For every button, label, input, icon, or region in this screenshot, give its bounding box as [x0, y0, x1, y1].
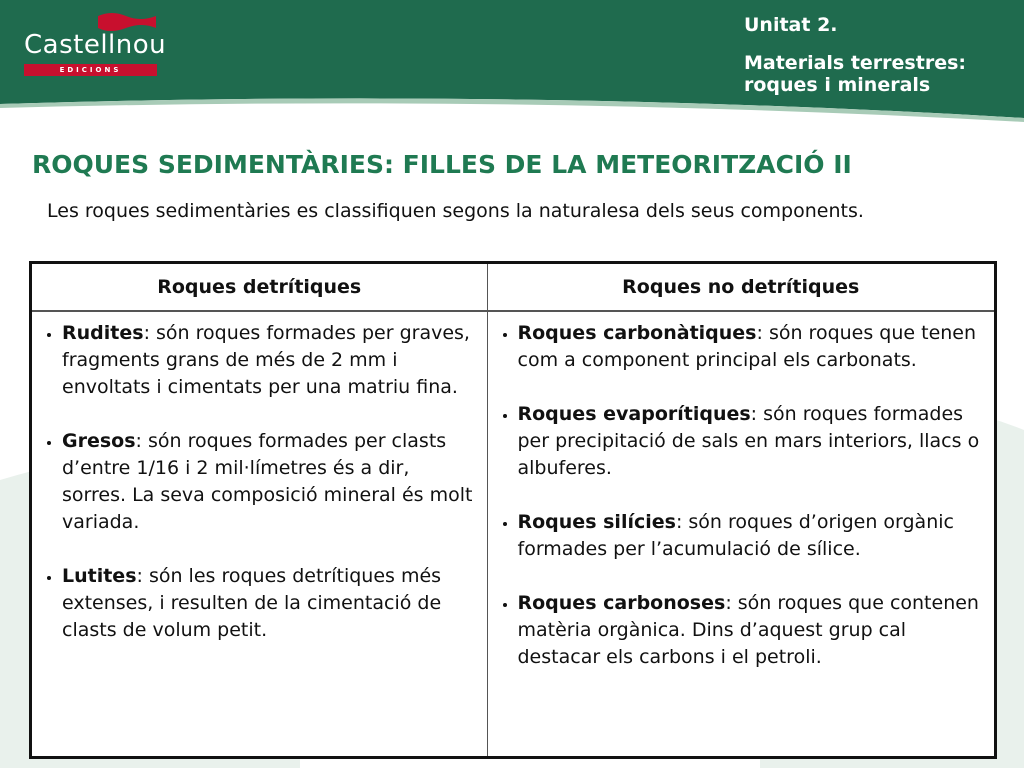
- flag-icon: [96, 10, 158, 32]
- rock-classification-table: [29, 261, 997, 759]
- detritic-cell: [31, 311, 488, 758]
- list-item: • Roques silícies: són roques d’origen orgànic formades per l’acumulació de sílice.: [518, 509, 985, 563]
- list-item: • Gresos: són roques formades per clasts d’entre 1/16 i 2 mil·límetres és a dir, sorres. La seva composició mineral és molt variada.: [62, 428, 477, 536]
- header-non-detritic: Roques no detrítiques: [487, 263, 996, 312]
- list-item: • Roques evaporítiques: són roques formades per precipitació de sals en mars interiors, llacs o albuferes.: [518, 401, 985, 482]
- unit-title: Materials terrestres: roques i minerals: [744, 52, 966, 96]
- logo-subtitle: EDICIONS: [24, 64, 157, 76]
- list-item: • Roques carbonàtiques: són roques que tenen com a component principal els carbonats.: [518, 320, 985, 374]
- table-header-row: [31, 263, 996, 312]
- header-detritic: Roques detrítiques: [31, 263, 488, 312]
- table-row: [31, 311, 996, 758]
- list-item: • Roques carbonoses: són roques que contenen matèria orgànica. Dins d’aquest grup cal destacar els carbons i el petroli.: [518, 590, 985, 671]
- list-item: • Lutites: són les roques detrítiques més extenses, i resulten de la cimentació de clasts de volum petit.: [62, 563, 477, 644]
- list-item: • Rudites: són roques formades per graves, fragments grans de més de 2 mm i envoltats i cimentats per una matriu fina.: [62, 320, 477, 401]
- intro-text: Les roques sedimentàries es classifiquen segons la naturalesa dels seus components.: [47, 200, 864, 222]
- page-title: ROQUES SEDIMENTÀRIES: FILLES DE LA METEORITZACIÓ II: [32, 150, 852, 179]
- logo-name: Castellnou: [24, 30, 167, 60]
- non-detritic-cell: [487, 311, 996, 758]
- unit-label: Unitat 2.: [744, 14, 838, 36]
